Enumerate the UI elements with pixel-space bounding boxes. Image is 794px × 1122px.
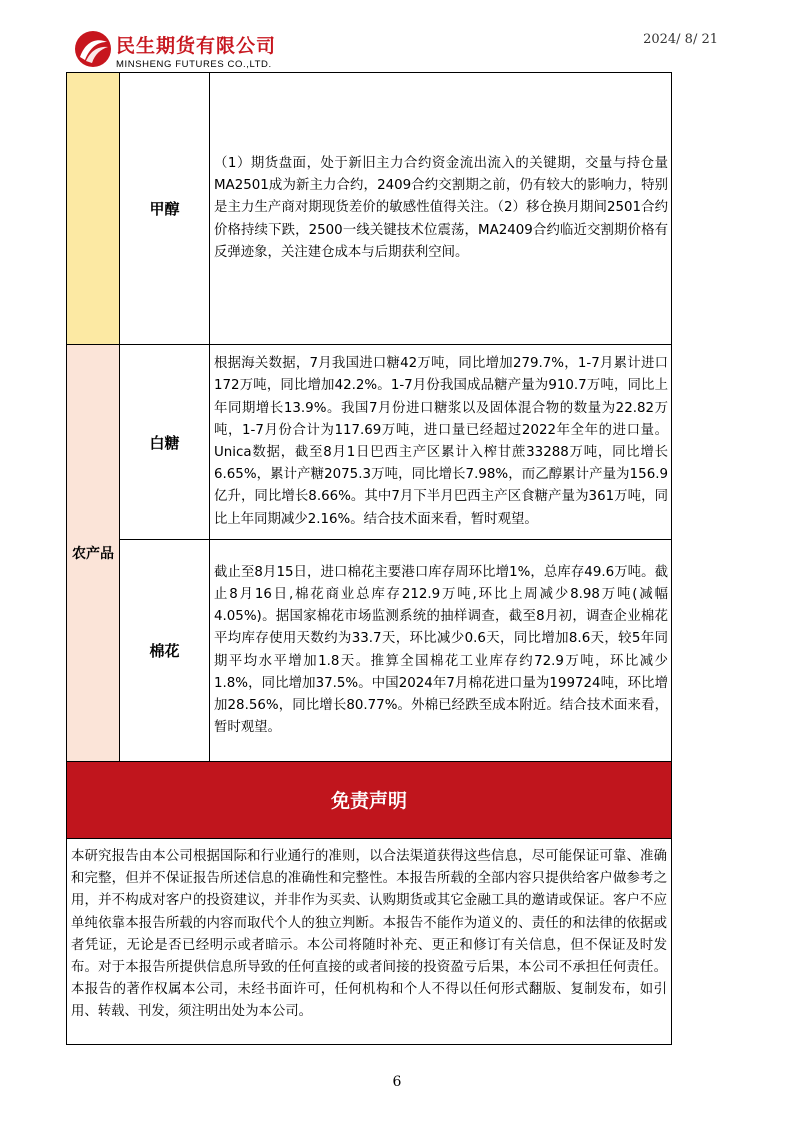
- table-row: [67, 73, 672, 345]
- commodity-name: 棉花: [120, 540, 210, 762]
- minsheng-logo-icon: [74, 30, 112, 68]
- company-name-cn: 民生期货有限公司: [116, 35, 277, 57]
- commodity-analysis: （1）期货盘面，处于新旧主力合约资金流出流入的关键期，交量与持仓量MA2501成为新主力合约，2409合约交割期之前，仍有较大的影响力，特别是主力生产商对期现货差价的敏感性值得关注。（2）移仓换月期间2501合约价格持续下跌，2500一线关键技术位震荡，MA2409合约临近交割期价格有反弹迹象，关注建仓成本与后期获利空间。: [210, 73, 672, 345]
- category-energy-cell: [67, 73, 120, 345]
- table-row: [67, 345, 672, 540]
- page-number: 6: [392, 1074, 402, 1090]
- commodity-analysis: 根据海关数据，7月我国进口糖42万吨，同比增加279.7%，1-7月累计进口172万吨，同比增加42.2%。1-7月份我国成品糖产量为910.7万吨，同比上年同期增长13.9%。我国7月份进口糖浆以及固体混合物的数量为22.82万吨，1-7月份合计为117.69万吨，进口量已经超过2022年全年的进口量。Unica数据，截至8月1日巴西主产区累计入榨甘蔗33288万吨，同比增长6.65%，累计产糖2075.3万吨，同比增长7.98%，而乙醇累计产量为156.9亿升，同比增长8.66%。其中7月下半月巴西主产区食糖产量为361万吨，同比上年同期减少2.16%。结合技术面来看，暂时观望。: [210, 345, 672, 540]
- commodity-analysis: 截止至8月15日，进口棉花主要港口库存周环比增1%，总库存49.6万吨。截止8月16日,棉花商业总库存212.9万吨,环比上周减少8.98万吨(减幅4.05%)。据国家棉花市场监测系统的抽样调查，截至8月初，调查企业棉花平均库存使用天数约为33.7天，环比减少0.6天，同比增加8.6天，较5年同期平均水平增加1.8天。推算全国棉花工业库存约72.9万吨，环比减少1.8%，同比增加37.5%。中国2024年7月棉花进口量为199724吨，环比增加28.56%，同比增长80.77%。外棉已经跌至成本附近。结合技术面来看，暂时观望。: [210, 540, 672, 762]
- disclaimer-title: 免责声明: [66, 761, 672, 839]
- table-row: [67, 540, 672, 762]
- page-header: [0, 0, 794, 72]
- commodity-name: 甲醇: [120, 73, 210, 345]
- report-date: 2024/ 8/ 21: [643, 32, 718, 47]
- disclaimer-text: 本研究报告由本公司根据国际和行业通行的准则，以合法渠道获得这些信息，尽可能保证可靠、准确和完整，但并不保证报告所述信息的准确性和完整性。本报告所载的全部内容只提供给客户做参考之用，并不构成对客户的投资建议，并非作为买卖、认购期货或其它金融工具的邀请或保证。客户不应单纯依靠本报告所载的内容而取代个人的独立判断。本报告不能作为道义的、责任的和法律的依据或者凭证，无论是否已经明示或者暗示。本公司将随时补充、更正和修订有关信息，但不保证及时发布。对于本报告所提供信息所导致的任何直接的或者间接的投资盈亏后果，本公司不承担任何责任。本报告的著作权属本公司，未经书面许可，任何机构和个人不得以任何形式翻版、复制发布，如引用、转载、刊发，须注明出处为本公司。: [66, 838, 672, 1045]
- commodity-table: [66, 72, 672, 762]
- category-agri-cell: 农产品: [67, 345, 120, 762]
- company-name-en: MINSHENG FUTURES CO.,LTD.: [116, 59, 272, 70]
- commodity-name: 白糖: [120, 345, 210, 540]
